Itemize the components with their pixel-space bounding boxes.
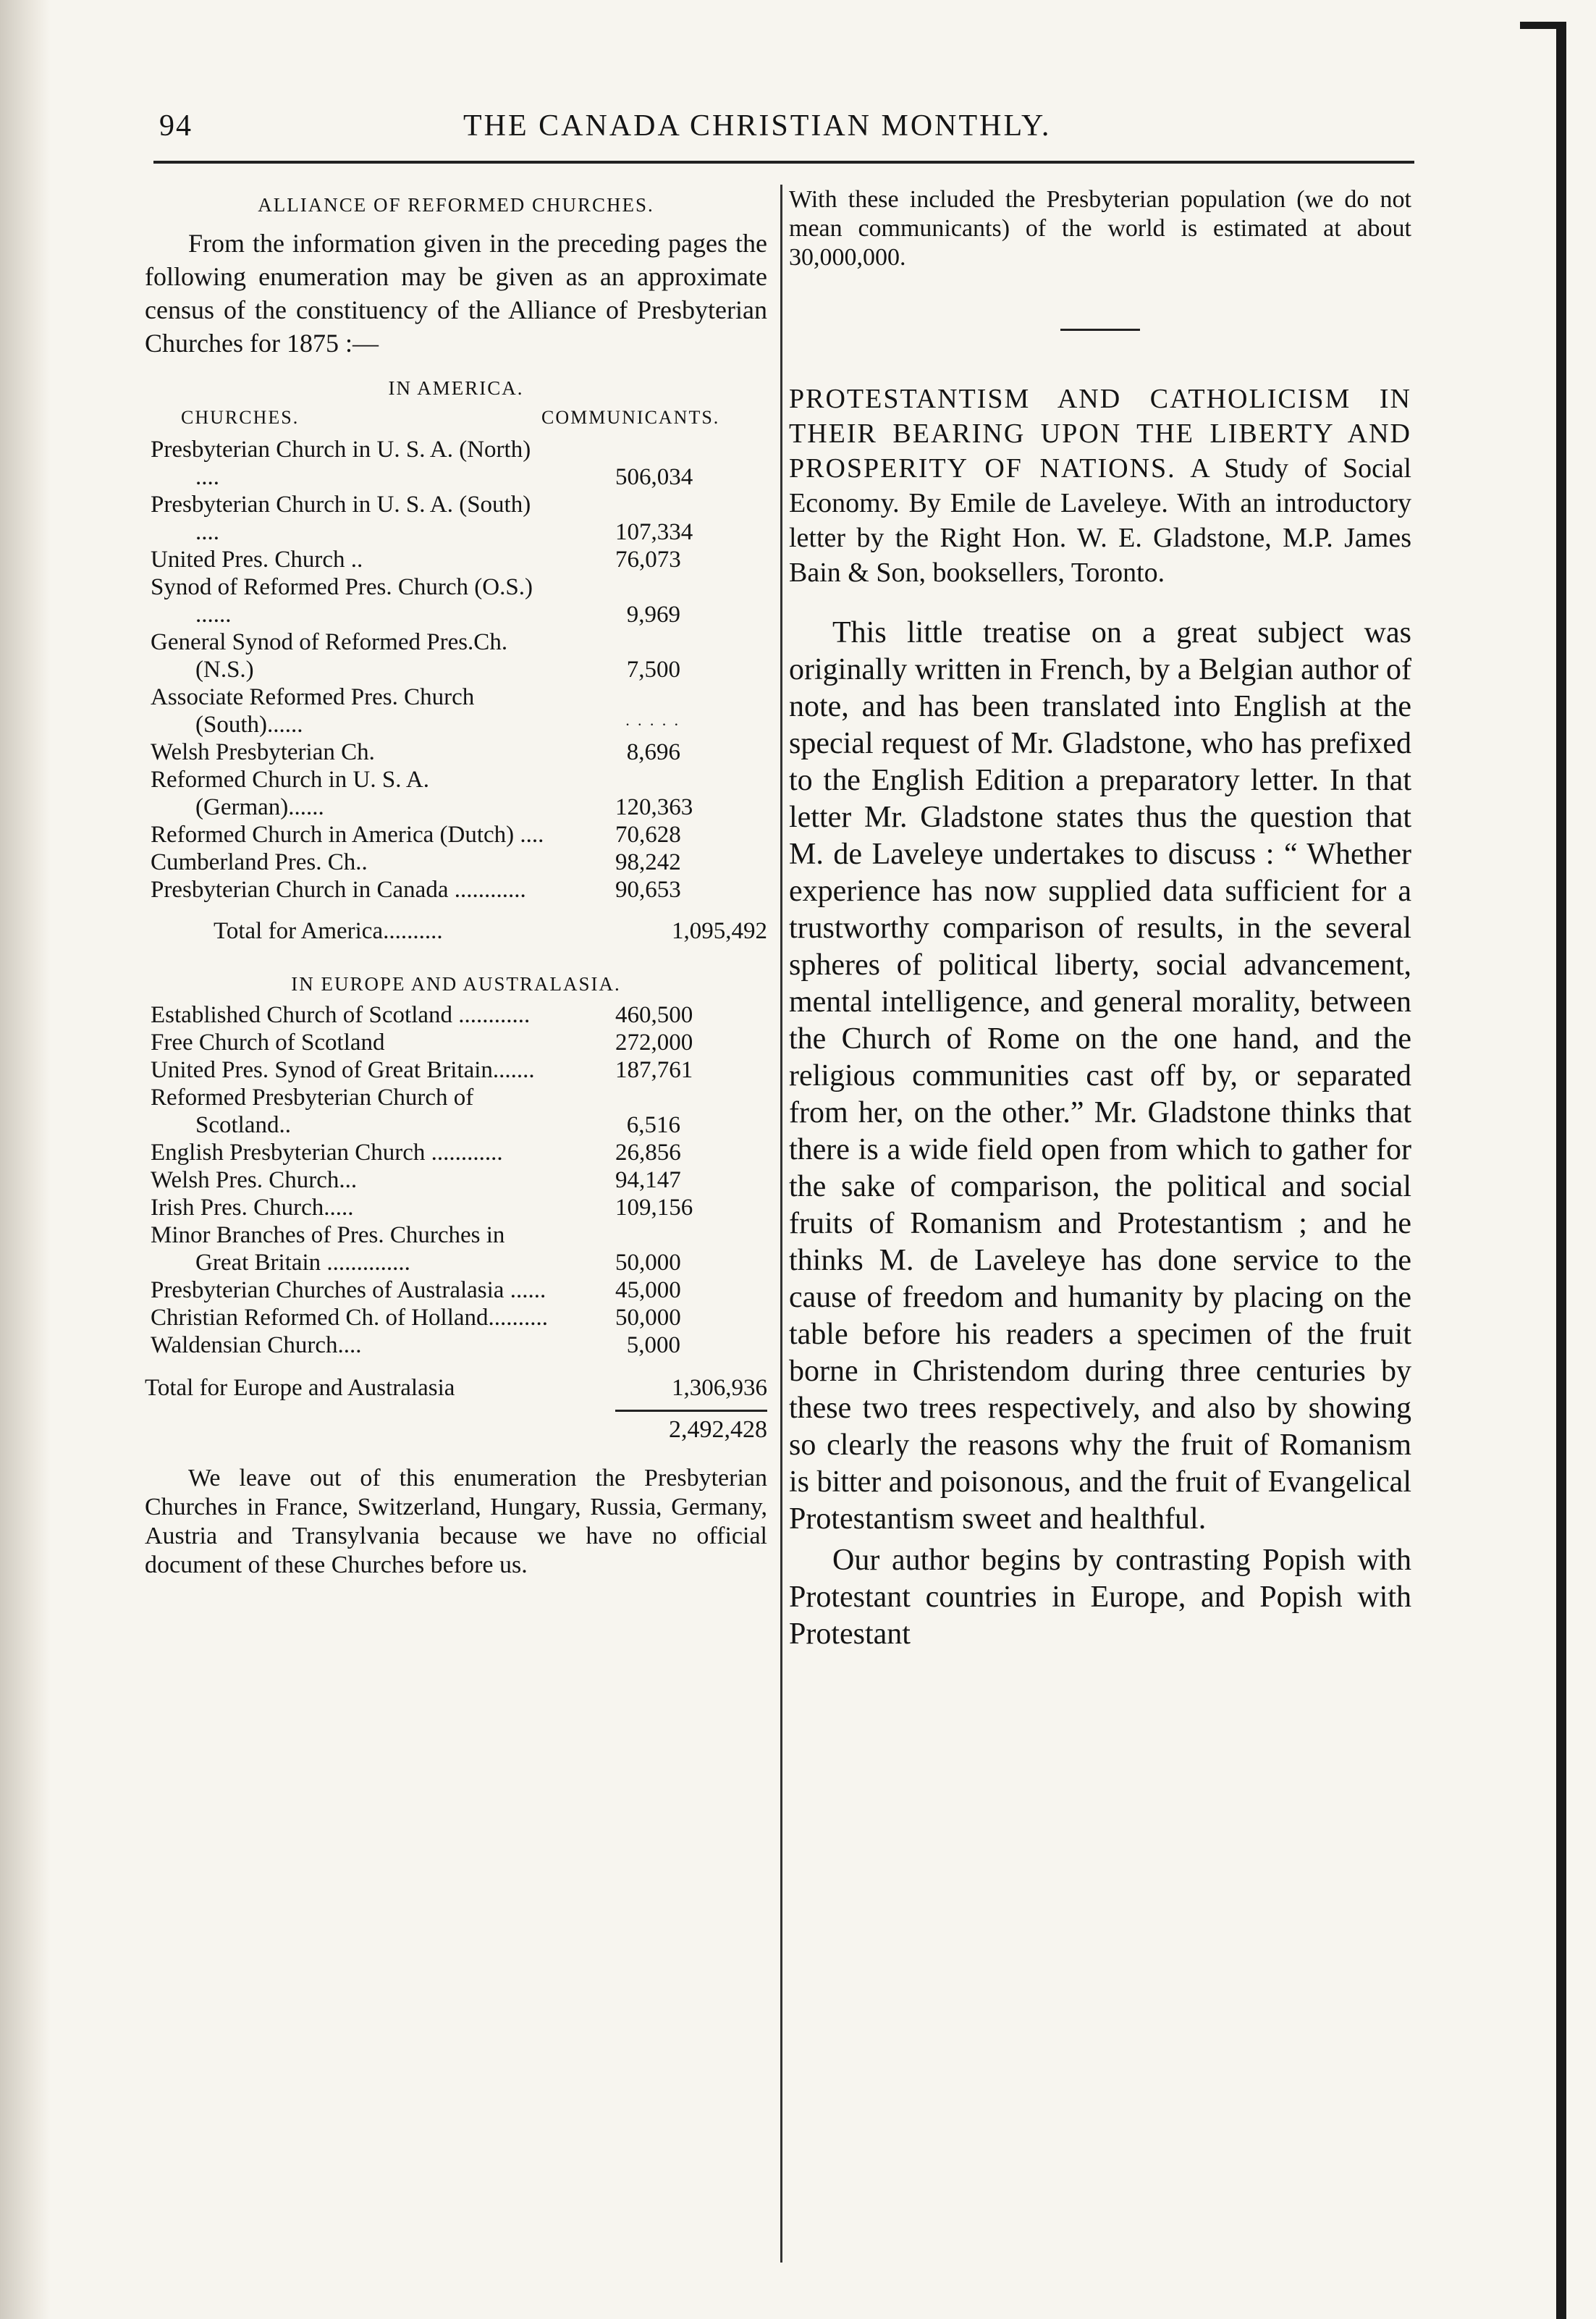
churches-column-header: CHURCHES. (181, 407, 300, 428)
church-name: Associate Reformed Pres. Church (South)...... (151, 684, 475, 738)
communicants-value: 76,073 (615, 547, 681, 573)
review-heading (789, 382, 1411, 590)
right-column (789, 181, 1411, 1653)
table-row (145, 766, 767, 821)
table-row (145, 849, 767, 876)
church-name: Minor Branches of Pres. Churches in Great Britain .............. (151, 1222, 505, 1276)
europe-total-label: Total for Europe and Australasia (145, 1375, 455, 1401)
communicants-value: 9,969 (626, 602, 680, 628)
communicants-value: 98,242 (615, 849, 681, 875)
section-title: ALLIANCE OF REFORMED CHURCHES. (258, 194, 654, 216)
church-name: Christian Reformed Ch. of Holland.......... (151, 1305, 549, 1331)
page-edge (1556, 22, 1566, 2319)
church-name: General Synod of Reformed Pres.Ch. (N.S.) (151, 629, 508, 683)
church-name: Presbyterian Churches of Australasia ...... (151, 1277, 546, 1303)
communicants-value: 26,856 (615, 1140, 681, 1166)
review-subtitle: A Study of Social Economy. By Emile de Laveleye. With an introductory letter by the Right Hon. W. E. Gladstone, M.P. James Bain & Son, booksellers, Toronto. (789, 453, 1411, 588)
church-name: Presbyterian Church in U. S. A. (North) .... (151, 437, 531, 490)
table-row (145, 491, 767, 546)
church-name: Presbyterian Church in Canada ............ (151, 877, 526, 903)
table-row (145, 1221, 767, 1276)
table-row (145, 1001, 767, 1029)
church-name: Established Church of Scotland ............ (151, 1002, 531, 1028)
communicants-value: 6,516 (626, 1112, 680, 1138)
table-row (145, 1084, 767, 1139)
communicants-column-header: COMMUNICANTS. (541, 407, 720, 428)
communicants-value: 70,628 (615, 822, 681, 848)
communicants-value: 506,034 (615, 464, 693, 490)
communicants-value (615, 709, 767, 738)
table-row (145, 1056, 767, 1084)
communicants-value: 109,156 (615, 1195, 693, 1221)
review-title: PROTESTANTISM AND CATHOLICISM IN THEIR BEARING UPON THE LIBERTY AND PROSPERITY OF NATIONS. (789, 384, 1411, 484)
europe-heading: IN EUROPE AND AUSTRALASIA. (291, 973, 621, 995)
page-number: 94 (159, 109, 193, 143)
omission-note: We leave out of this enumeration the Presbyterian Churches in France, Switzerland, Hungary, Russia, Germany, Austria and Transylvania because we have no official document of these Churches before us. (145, 1465, 767, 1578)
church-name: Synod of Reformed Pres. Church (O.S.) ...... (151, 574, 533, 628)
section-separator (1060, 329, 1140, 331)
communicants-value: 90,653 (615, 877, 681, 903)
church-name: Cumberland Pres. Ch.. (151, 849, 368, 875)
intro-paragraph: From the information given in the preceding pages the following enumeration may be given as an approximate census of the constituency of the Alliance of Presbyterian Churches for 1875 :— (145, 229, 767, 358)
table-row (145, 683, 767, 738)
church-name: Waldensian Church.... (151, 1332, 362, 1358)
table-row (145, 1194, 767, 1221)
table-row (145, 573, 767, 628)
table-row (145, 546, 767, 573)
communicants-value: 187,761 (615, 1057, 693, 1083)
church-name: Presbyterian Church in U. S. A. (South) .... (151, 492, 531, 545)
table-row (145, 1276, 767, 1304)
running-head (159, 109, 1419, 159)
table-row (145, 1166, 767, 1194)
table-row (145, 821, 767, 849)
continuation-paragraph: With these included the Presbyterian population (we do not mean communicants) of the world is estimated at about 30,000,000. (789, 186, 1411, 271)
church-name: Welsh Pres. Church... (151, 1167, 358, 1193)
table-row (145, 738, 767, 766)
communicants-value: 5,000 (626, 1332, 680, 1358)
communicants-value: 50,000 (615, 1250, 681, 1276)
table-row (145, 876, 767, 904)
communicants-value: 94,147 (615, 1167, 681, 1193)
column-divider (780, 185, 782, 2263)
review-paragraph-2: Our author begins by contrasting Popish with Protestant countries in Europe, and Popish with Protestant (789, 1544, 1411, 1651)
review-paragraph-1: This little treatise on a great subject was originally written in French, by a Belgian author of note, and has been translated into English at the special request of Mr. Gladstone, who has prefixed to the English Edition a preparatory letter. In that letter Mr. Gladstone states thus the question that M. de Laveleye undertakes to discuss : “ Whether experience has now supplied data sufficient for a trustworthy comparison of results, in the several spheres of political liberty, social advancement, mental intelligence, and general morality, between the Church of Rome on the one hand, and the religious communities cast off by, or separated from her, on the other.” Mr. Gladstone thinks that there is a wide field open from which to gather for the sake of comparison, the political and social fruits of Romanism and Protestantism ; and he thinks M. de Laveleye has done service to the cause of freedom and humanity by placing on the table before his readers a specimen of the fruit borne in Christendom during three centuries by these two trees respectively, and also by showing so clearly the reasons why the fruit of Romanism is bitter and poisonous, and the fruit of Evangelical Protestantism sweet and healthful. (789, 616, 1411, 1536)
journal-title: THE CANADA CHRISTIAN MONTHLY. (463, 109, 1052, 143)
table-row (145, 628, 767, 683)
america-total-label: Total for America.......... (214, 918, 443, 944)
europe-total-row (145, 1373, 767, 1402)
table-row (145, 1029, 767, 1056)
table-row (145, 1331, 767, 1359)
communicants-value: 120,363 (615, 794, 693, 820)
grand-total-rule (615, 1410, 767, 1412)
church-name: United Pres. Church .. (151, 547, 363, 573)
church-name: Welsh Presbyterian Ch. (151, 739, 375, 765)
table-row (145, 1139, 767, 1166)
header-rule (153, 161, 1414, 164)
church-name: Irish Pres. Church..... (151, 1195, 354, 1221)
communicants-value: 460,500 (615, 1002, 693, 1028)
america-total-value: 1,095,492 (672, 918, 767, 944)
america-table (145, 436, 767, 904)
communicants-value: 107,334 (615, 519, 693, 545)
church-name: United Pres. Synod of Great Britain....... (151, 1057, 535, 1083)
communicants-value: 7,500 (626, 657, 680, 683)
church-name: Reformed Church in U. S. A. (German)...... (151, 767, 429, 820)
america-total-row (145, 917, 767, 946)
table-row (145, 436, 767, 491)
europe-table (145, 1001, 767, 1359)
binding-edge (0, 0, 51, 2319)
table-row (145, 1304, 767, 1331)
church-name: Free Church of Scotland (151, 1030, 385, 1056)
church-name: English Presbyterian Church ............ (151, 1140, 503, 1166)
america-heading: IN AMERICA. (388, 377, 524, 399)
left-column (145, 181, 767, 1580)
communicants-value: 45,000 (615, 1277, 681, 1303)
communicants-value: 272,000 (615, 1030, 693, 1056)
communicants-value: 50,000 (615, 1305, 681, 1331)
church-name: Reformed Church in America (Dutch) .... (151, 822, 544, 848)
europe-total-value: 1,306,936 (672, 1375, 767, 1401)
communicants-value: 8,696 (626, 739, 680, 765)
grand-total: 2,492,428 (669, 1416, 767, 1443)
table-header (145, 400, 767, 436)
church-name: Reformed Presbyterian Church of Scotland.. (151, 1085, 474, 1138)
